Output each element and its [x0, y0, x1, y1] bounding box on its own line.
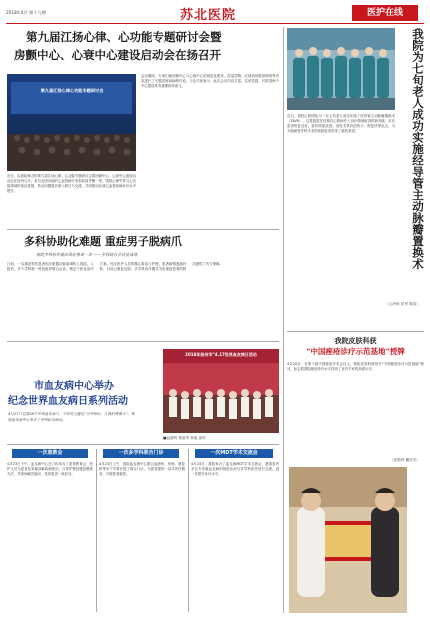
article2-title: 多科协助化难题 重症男子脱病爪 — [24, 235, 182, 248]
column-3-body: 4月24日，我院举办了血友病MDT学术交流会，邀请省内多位专家就血友病的规范诊治与多学科协作进行交流，进一步提升诊疗水平。 — [191, 462, 279, 477]
article3-title-line-1: 市血友病中心举办 — [34, 381, 114, 392]
article2-subtitle: 我院多科协作救治重症患者一名 ——多科联合会诊显成效 — [36, 252, 138, 257]
masthead-title: 苏北医院 — [180, 8, 237, 23]
article3-credit: ■血液科 黄爱华 孙艳 邱杉 — [163, 436, 206, 440]
photo-caption: 2018年扬州市“4.17世界血友病日活动 — [185, 352, 257, 357]
tavr-body: 近日，我院心脏团队为一位七旬老人成功实施了经导管主动脉瓣置换术（TAVR），这是我院在结构性心脏病介入治疗领域取得的新突破。术后患者恢复良好，症状明显改善。该技术具有创伤小、恢复快等优点，为不能耐受外科手术的高龄患者带来了新的希望。 — [287, 114, 395, 134]
derm-credit: （皮肤科 戴东平） — [390, 458, 420, 462]
award-photo — [289, 467, 407, 613]
column-1-body: 4月23日下午，血友病中心在门诊举办了患者教育会，医护人员为患者及家属讲解疾病知识、日常护理及康复锻炼方法，并现场解答疑问，受到患者一致好评。 — [7, 462, 93, 477]
divider — [287, 331, 424, 332]
column-2-head: 一次多学科联合门诊 — [103, 449, 179, 458]
article1-body-right: 会议期间，专家们就房颤中心与心衰中心的规范化建设、质量控制、区域协同救治网络等内容进行了专题讲座和病例讨论。与会代表表示，此次会议内容丰富、实用性强，对推进两个中心建设具有重要指导意义。 — [141, 74, 279, 89]
article2-body: 日前，一名重症男性患者因多脏器功能衰竭转入我院。入院后，多个学科第一时间组织联合会诊，制定个体化治疗方案。经过医护人员的精心救治与护理，患者病情逐渐好转，目前已康复出院。多学科协作模式为危重症患者的救治提供了有力保障。 — [7, 262, 223, 272]
headline-line-1: 第九届江扬心律、心功能专题研讨会暨 — [26, 30, 222, 44]
surgical-team-photo — [287, 28, 395, 110]
divider — [7, 444, 279, 445]
column-3-head: 一次MDT学术交流会 — [195, 449, 273, 458]
column-1-head: 一次患教会 — [12, 449, 88, 458]
derm-body: 4月20日，在第十届中国痤疮学术会议上，我院皮肤科被授予“中国痤疮诊疗示范基地”称号，标志着我院痤疮诊疗水平得到了业内专家的高度认可。 — [287, 362, 424, 372]
article1-body-left: 近日，由我院承办的第九届江扬心律、心功能专题研讨会暨房颤中心、心衰中心建设启动会在扬州召开。来自全国各地的心血管病专家和同道齐聚一堂，围绕心律失常与心功能领域的前沿进展、热点问题展开深入研讨与交流，共同推动区域心血管疾病诊疗水平提升。 — [7, 174, 136, 194]
date-line: 2018年4月 第十九期 — [6, 10, 46, 15]
divider — [7, 229, 279, 230]
tavr-vertical-title: 我院为七旬老人成功实施经导管主动脉瓣置换术 — [411, 28, 425, 270]
divider — [7, 341, 279, 342]
photo-banner-text: 第九届江扬心律心功能专题研讨会 — [40, 88, 104, 93]
column-2-body: 4月23日上午，我院血友病中心联合血液科、骨科、康复科等多个学科开展了联合门诊，为患者提供一站式诊疗服务，方便患者就医。 — [99, 462, 185, 477]
header-rule — [6, 23, 424, 24]
article3-title-line-2: 纪念世界血友病日系列活动 — [8, 396, 128, 407]
derm-subhead: 我院皮肤科获 — [334, 336, 377, 345]
headline-line-2: 房颤中心、心衰中心建设启动会在扬召开 — [14, 48, 221, 62]
article3-intro: 4月17日是第28个世界血友病日，今年的主题是“分享知识，让我们更强大”。我院血友病中心举办了系列纪念活动。 — [8, 412, 135, 422]
hemophilia-event-photo — [163, 349, 279, 433]
derm-title: “中国痤疮诊疗示范基地”授牌 — [306, 347, 405, 356]
divider — [96, 449, 97, 612]
tavr-credit: （心内科 纪军 陈浩） — [385, 302, 420, 306]
section-tag: 医护在线 — [352, 5, 418, 21]
divider — [188, 449, 189, 612]
divider — [283, 27, 284, 613]
conference-photo — [7, 74, 136, 171]
